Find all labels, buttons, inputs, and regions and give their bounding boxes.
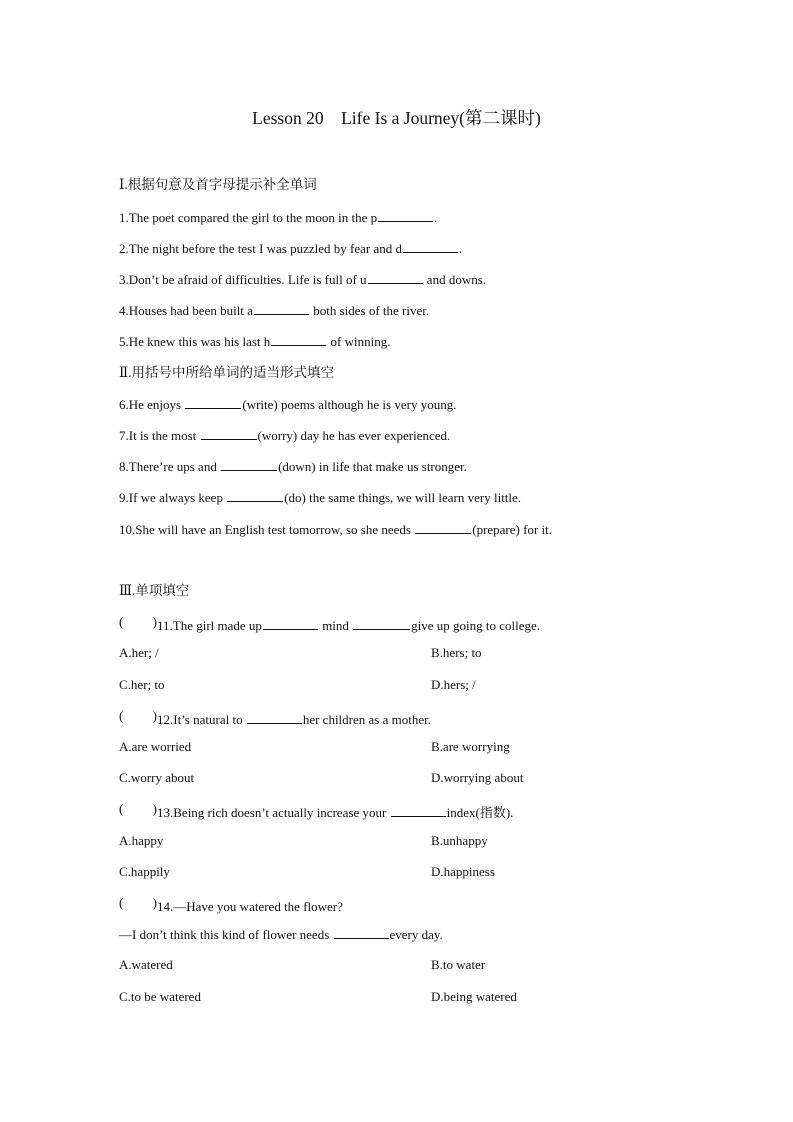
question-3	[119, 271, 486, 288]
question-text: every day.	[389, 927, 443, 942]
paren-open: (	[119, 801, 124, 816]
question-6	[119, 396, 456, 413]
question-text: (do) the same things, we will learn very little.	[284, 490, 522, 505]
paren-close: )	[152, 614, 157, 629]
question-14-reply	[119, 926, 443, 943]
question-text: 5.He knew this was his last h	[119, 334, 271, 349]
section-2-heading: Ⅱ.用括号中所给单词的适当形式填空	[119, 365, 335, 380]
question-10	[119, 521, 552, 538]
answer-blank[interactable]	[368, 271, 423, 284]
question-text: (down) in life that make us stronger.	[278, 459, 467, 474]
question-text: mind	[318, 618, 353, 633]
question-text: (write) poems although he is very young.	[242, 397, 457, 412]
option-a[interactable]: A.are worried	[119, 739, 192, 754]
question-4	[119, 302, 429, 319]
question-13	[119, 801, 513, 821]
question-5	[119, 333, 391, 350]
answer-paren[interactable]	[119, 614, 157, 630]
answer-blank[interactable]	[353, 617, 410, 630]
option-d[interactable]: D.happiness	[431, 864, 495, 879]
answer-blank[interactable]	[391, 804, 446, 817]
answer-blank[interactable]	[201, 427, 257, 440]
option-a[interactable]: A.watered	[119, 957, 173, 972]
question-text: (worry) day he has ever experienced.	[257, 428, 451, 443]
answer-blank[interactable]	[221, 458, 277, 471]
answer-paren[interactable]	[119, 895, 157, 911]
question-text: 3.Don’t be afraid of difficulties. Life is full of u	[119, 272, 367, 287]
question-text: .	[434, 210, 438, 225]
option-d[interactable]: D.worrying about	[431, 770, 524, 785]
question-9	[119, 489, 521, 506]
answer-blank[interactable]	[185, 396, 241, 409]
question-text: 14.—Have you watered the flower?	[157, 899, 343, 914]
option-c[interactable]: C.happily	[119, 864, 170, 879]
paren-open: (	[119, 708, 124, 723]
option-b[interactable]: B.to water	[431, 957, 486, 972]
question-12	[119, 708, 431, 728]
paren-close: )	[152, 895, 157, 910]
option-d[interactable]: D.being watered	[431, 989, 517, 1004]
option-a[interactable]: A.her; /	[119, 645, 159, 660]
option-b[interactable]: B.are worrying	[431, 739, 510, 754]
paren-close: )	[152, 801, 157, 816]
question-text: 7.It is the most	[119, 428, 200, 443]
question-text: 8.There’re ups and	[119, 459, 221, 474]
question-text: 9.If we always keep	[119, 490, 227, 505]
answer-blank[interactable]	[378, 209, 433, 222]
question-text: and downs.	[423, 272, 487, 287]
page-title: Lesson 20 Life Is a Journey(第二课时)	[252, 108, 541, 128]
answer-blank[interactable]	[263, 617, 318, 630]
option-c[interactable]: C.to be watered	[119, 989, 201, 1004]
option-d[interactable]: D.hers; /	[431, 677, 476, 692]
option-b[interactable]: B.unhappy	[431, 833, 488, 848]
answer-blank[interactable]	[403, 240, 458, 253]
paren-open: (	[119, 614, 124, 629]
question-1	[119, 209, 437, 226]
section-3-heading: Ⅲ.单项填空	[119, 583, 190, 598]
answer-blank[interactable]	[415, 521, 471, 534]
answer-blank[interactable]	[254, 302, 309, 315]
question-8	[119, 458, 467, 475]
question-text: 11.The girl made up	[157, 618, 262, 633]
option-c[interactable]: C.worry about	[119, 770, 195, 785]
question-text: 4.Houses had been built a	[119, 303, 253, 318]
answer-paren[interactable]	[119, 708, 157, 724]
question-14	[119, 895, 343, 915]
answer-blank[interactable]	[247, 711, 302, 724]
section-1-heading: Ⅰ.根据句意及首字母提示补全单词	[119, 177, 317, 192]
question-2	[119, 240, 462, 257]
question-text: 1.The poet compared the girl to the moon in the p	[119, 210, 378, 225]
question-text: .	[459, 241, 463, 256]
question-text: give up going to college.	[411, 618, 541, 633]
question-text: 12.It’s natural to	[157, 712, 246, 727]
question-text: both sides of the river.	[309, 303, 430, 318]
paren-close: )	[152, 708, 157, 723]
answer-blank[interactable]	[271, 333, 326, 346]
question-text: 10.She will have an English test tomorrow, so she needs	[119, 522, 415, 537]
question-text: (prepare) for it.	[472, 522, 552, 537]
answer-blank[interactable]	[227, 489, 283, 502]
paren-open: (	[119, 895, 124, 910]
question-text: 6.He enjoys	[119, 397, 185, 412]
answer-blank[interactable]	[334, 926, 389, 939]
option-b[interactable]: B.hers; to	[431, 645, 482, 660]
question-text: of winning.	[327, 334, 391, 349]
question-11	[119, 614, 540, 634]
question-text: —I don’t think this kind of flower needs	[119, 927, 333, 942]
question-text: her children as a mother.	[302, 712, 431, 727]
question-text: 2.The night before the test I was puzzled by fear and d	[119, 241, 403, 256]
question-7	[119, 427, 450, 444]
option-c[interactable]: C.her; to	[119, 677, 165, 692]
option-a[interactable]: A.happy	[119, 833, 164, 848]
question-text: index(指数).	[446, 805, 514, 820]
answer-paren[interactable]	[119, 801, 157, 817]
question-text: 13.Being rich doesn’t actually increase your	[157, 805, 390, 820]
